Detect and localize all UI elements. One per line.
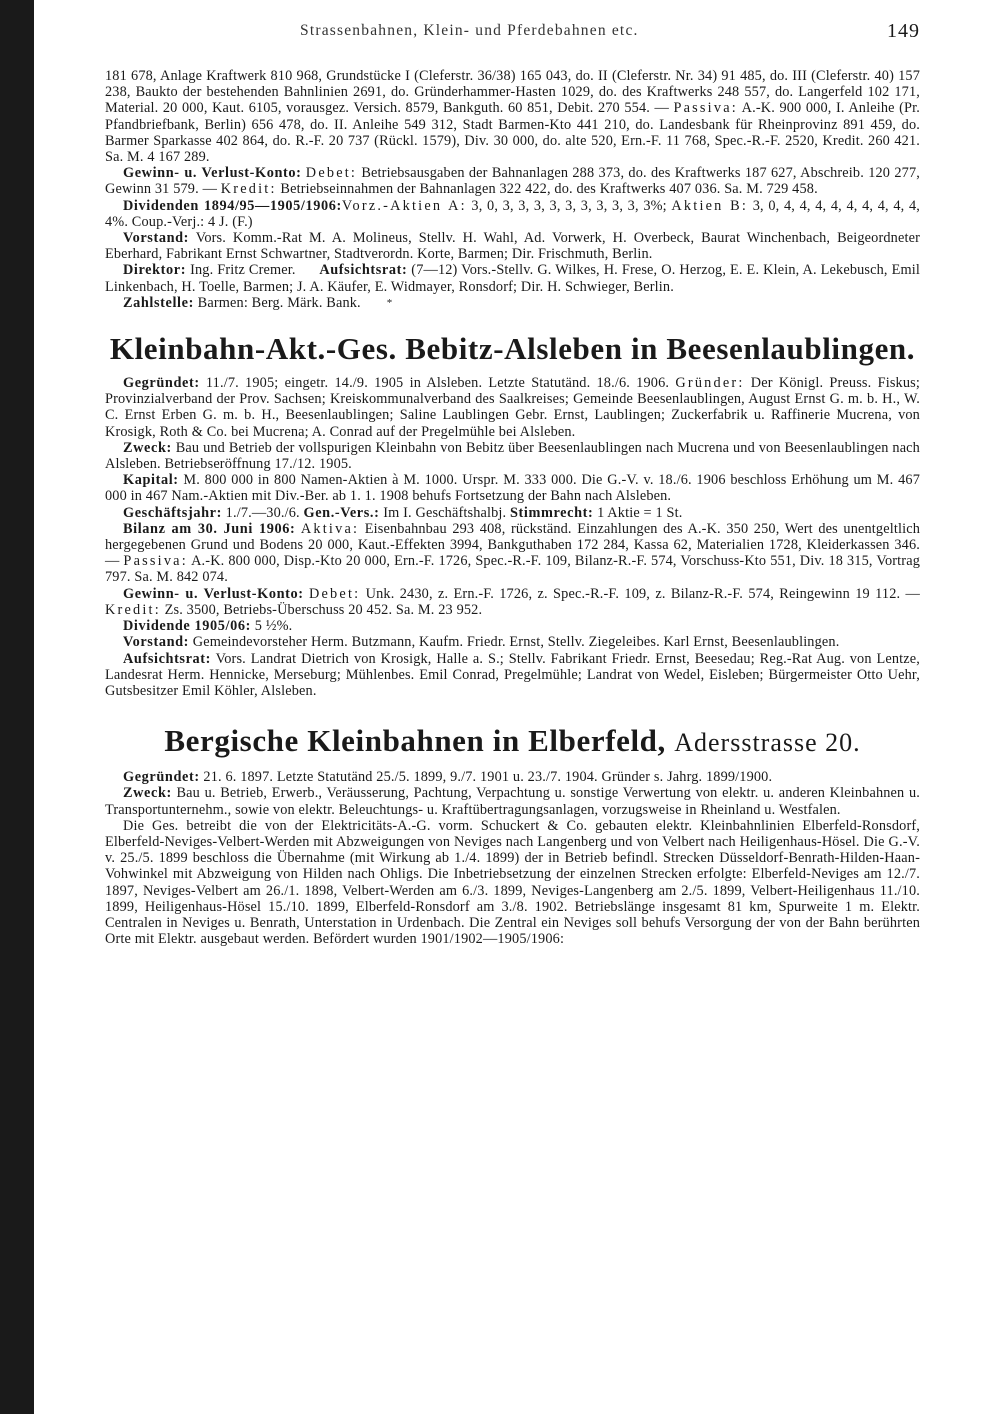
fiscal-year: Geschäftsjahr: 1./7.—30./6. Gen.-Vers.: Im I. Geschäftshalbj. Stimmrecht: 1 Aktie = 1 St. [123,504,683,521]
page-body [105,68,920,947]
founded: Gegründet: 11./7. 1905; eingetr. 14./9. 1905 in Alsleben. Letzte Statutänd. 18./6. 1906. Gründer: Der Königl. Preuss. Fiskus; Provinzialverband der Prov. Sachsen; Kreiskommunalverband des Saalkreises; Gemeinde Beesenlaublingen, August Ernst G. m. b. H., W. C. Ernst Erben G. m. b. H., Beesenlaublingen; Saline Laublingen Gebr. Ernst, Laublingen; Zuckerfabrik u. Raffinerie Mucrena, von Krosigk, Roth & Co. bei Mucrena; A. Conrad auf der Pregelmühle bei Alsleben. [105,375,920,440]
profit-loss-account: Gewinn- u. Verlust-Konto: Debet: Unk. 2430, z. Ern.-F. 1726, z. Spec.-R.-F. 109, z. Bilanz-R.-F. 574, Reingewinn 19 112. — Kredit: Zs. 3500, Betriebs-Überschuss 20 452. Sa. M. 23 952. [105,585,920,618]
paying-agent: Zahlstelle: Barmen: Berg. Märk. Bank. * [123,294,393,311]
founded: Gegründet: 21. 6. 1897. Letzte Statutänd 25./5. 1899, 9./7. 1901 u. 23./7. 1904. Gründer s. Jahrg. 1899/1900. [123,769,773,786]
board: Vorstand: Gemeindevorsteher Herm. Butzmann, Kaufm. Friedr. Ernst, Stellv. Ziegeleibes. Karl Ernst, Beesenlaublingen. [123,634,840,651]
asterisk-mark: * [386,296,393,309]
section-title-bergische-kleinbahnen: Bergische Kleinbahnen in Elberfeld, Adersstrasse 20. [164,723,861,759]
balance-continuation: 181 678, Anlage Kraftwerk 810 968, Grundstücke I (Cleferstr. 36/38) 165 043, do. II (Cleferstr. Nr. 34) 91 485, do. III (Cleferstr. 40) 157 238, Baukto der bestehenden Bahnlinien 2691, do. Gründerhammer-Hasten 1029, do. des Kraftwerks 248 557, do. Langerfeld 102 171, Material. 20 000, Kaut. 6105, vorausgez. Versich. 8579, Bankguth. 60 851, Debit. 270 554. — Passiva: A.-K. 900 000, I. Anleihe (Pr. Pfandbriefbank, Berlin) 656 478, do. II. Anleihe 549 312, Stadt Barmen-Kto 441 210, do. Landesbank für Rheinprovinz 891 459, do. Barmer Sparkasse 402 864, do. R.-F. 20 737 (Rückl. 1579), Div. 30 000, do. alte 520, Ern.-F. 11 768, Spec.-R.-F. 2520, Kredit. 260 421. Sa. M. 4 167 289. [105,68,920,166]
page-number: 149 [887,20,920,42]
supervisory-board: Aufsichtsrat: Vors. Landrat Dietrich von Krosigk, Halle a. S.; Stellv. Fabrikant Friedr. Ernst, Beesedau; Reg.-Rat Aug. von Lentze, Landesrat Herm. Hennicke, Merseburg; Mühlenbes. Emil Conrad, Pregelmühle; Landrat von Wedel, Eisleben; Bürgermeister Otto Uehr, Gutsbesitzer Emil Köhler, Alsleben. [105,650,921,699]
running-title: Strassenbahnen, Klein- und Pferdebahnen etc. [300,22,639,39]
purpose: Zweck: Bau u. Betrieb, Erwerb., Veräusserung, Pachtung, Verpachtung u. sonstige Verwertung von elektr. u. anderen Kleinbahnen u. Transportunternehm., sowie von elektr. Beleuchtungs- u. Kraftübertragungsanlagen, vorzugsweise in Rheinland u. Westfalen. [105,785,920,818]
dividends: Dividenden 1894/95—1905/1906:Vorz.-Aktien A: 3, 0, 3, 3, 3, 3, 3, 3, 3, 3, 3, 3%; Aktien B: 3, 0, 4, 4, 4, 4, 4, 4, 4, 4, 4, 4%. Coup.-Verj.: 4 J. (F.) [105,197,920,230]
purpose: Zweck: Bau und Betrieb der vollspurigen Kleinbahn von Bebitz über Beesenlaublingen nach Mucrena und von Beesenlaublingen nach Alsleben. Betriebseröffnung 17./12. 1905. [105,439,920,473]
dividend: Dividende 1905/06: 5 ½%. [123,618,293,635]
director-and-supervisory-board: Direktor: Ing. Fritz Cremer. Aufsichtsrat: (7—12) Vors.-Stellv. G. Wilkes, H. Frese, O. Herzog, E. E. Klein, A. Lekebusch, Emil Linkenbach, H. Toelle, Barmen; J. A. Käufer, E. Widmayer, Ronsdorf; Dir. H. Schwieger, Berlin. [105,262,920,295]
section-title-bebitz-alsleben: Kleinbahn-Akt.-Ges. Bebitz-Alsleben in Beesenlaublingen. [109,331,916,367]
profit-loss-account: Gewinn- u. Verlust-Konto: Debet: Betriebsausgaben der Bahnanlagen 288 373, do. des Kraftwerks 187 627, Abschreib. 120 277, Gewinn 31 579. — Kredit: Betriebseinnahmen der Bahnanlagen 322 422, do. des Kraftwerks 407 036. Sa. M. 729 458. [105,165,920,198]
description-paragraph: Die Ges. betreibt die von der Elektricitäts-A.-G. vorm. Schuckert & Co. gebauten elektr. Kleinbahnlinien Elberfeld-Ronsdorf, Elberfeld-Neviges-Velbert-Werden mit Abzweigungen von Neviges nach Langenberg und von Velbert nach Heiligenhaus-Hösel. Die G.-V. v. 25./5. 1899 beschloss die Übernahme (mit Wirkung ab 1./4. 1899) der in Betrieb befindl. Strecken Düsseldorf-Benrath-Hilden-Haan-Vohwinkel mit Abzweigung von Hilden nach Ohligs. Die Inbetriebsetzung der einzelnen Strecken erfolgte: Elberfeld-Neviges am 12./7. 1897, Neviges-Velbert am 26./1. 1898, Velbert-Werden am 6./3. 1899, Neviges-Langenberg am 2./5. 1899, Velbert-Heiligenhaus 11./10. 1899, Heiligenhaus-Hösel 15./10. 1899, Elberfeld-Ronsdorf am 3./8. 1902. Betriebslänge insgesamt 81 km, Spurweite 1 m. Elektr. Centralen in Neviges u. Benrath, Unterstation in Urdenbach. Die Zentral ein Neviges soll behufs Versorgung der von der Bahn berührten Orte mit Elektr. ausgebaut werden. Befördert wurden 1901/1902—1905/1906: [105,817,920,948]
book-binding-edge [0,0,34,1414]
board: Vorstand: Vors. Komm.-Rat M. A. Molineus, Stellv. H. Wahl, Ad. Vorwerk, H. Overbeck, Baurat Winchenbach, Beigeordneter Eberhard, Fabrikant Ernst Schwartner, Stadtverordn. Korte, Barmen; Dir. Frischmuth, Berlin. [105,230,920,263]
page-header [105,22,920,46]
capital: Kapital: M. 800 000 in 800 Namen-Aktien à M. 1000. Urspr. M. 333 000. Die G.-V. v. 18./6. 1906 beschloss Erhöhung um M. 467 000 in 467 Nam.-Aktien mit Div.-Ber. ab 1. 1. 1908 behufs Fortsetzung der Bahn nach Alsleben. [105,472,920,505]
balance-sheet: Bilanz am 30. Juni 1906: Aktiva: Eisenbahnbau 293 408, rückständ. Einzahlungen des A.-K. 350 250, Wert des unentgeltlich hergegebenen Grund und Bodens 20 000, Kaut.-Effekten 3994, Bankguthaben 172 284, Kassa 62, Materialien 1728, Kleiderkassen 346. — Passiva: A.-K. 800 000, Disp.-Kto 20 000, Ern.-F. 1726, Spec.-R.-F. 109, Bilanz-R.-F. 574, Vorschuss-Kto 551, Div. 18 315, Vortrag 797. Sa. M. 842 074. [105,520,921,586]
